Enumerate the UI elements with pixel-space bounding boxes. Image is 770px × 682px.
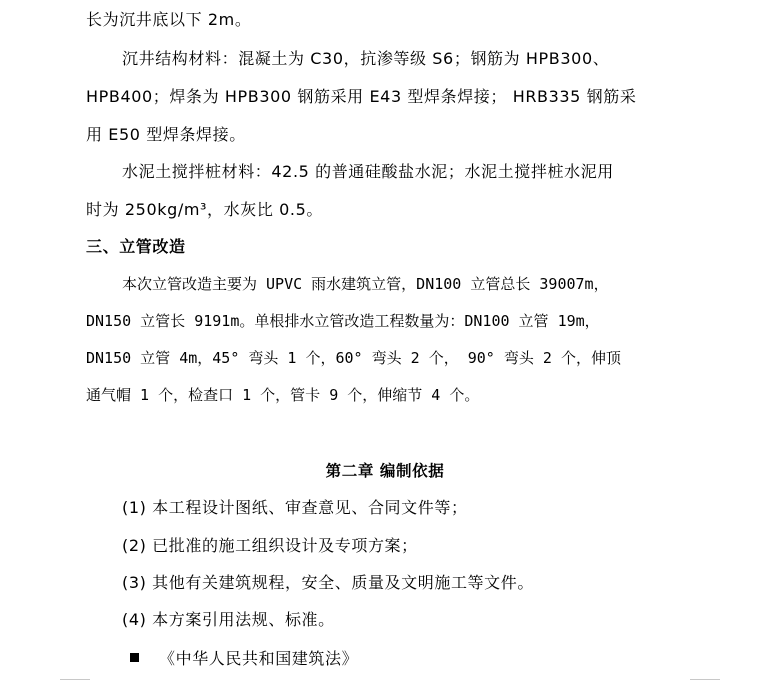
paragraph-line: HPB400；焊条为 HPB300 钢筋采用 E43 型焊条焊接； HRB335 钢筋采 (86, 87, 637, 106)
chapter-title: 第二章 编制依据 (325, 462, 445, 480)
basis-item: (4) 本方案引用法规、标准。 (122, 610, 335, 629)
basis-item: (3) 其他有关建筑规程，安全、质量及文明施工等文件。 (122, 573, 534, 592)
paragraph-line: 长为沉井底以下 2m。 (86, 10, 252, 29)
basis-item: (2) 已批准的施工组织设计及专项方案； (122, 536, 418, 555)
square-bullet-icon (130, 653, 139, 662)
paragraph-line: 用 E50 型焊条焊接。 (86, 125, 246, 144)
basis-item: (1) 本工程设计图纸、审查意见、合同文件等； (122, 498, 468, 517)
bullet-item-text: 《中华人民共和国建筑法》 (159, 649, 359, 668)
paragraph-line: 时为 250kg/m³，水灰比 0.5。 (86, 200, 323, 219)
paragraph-line: 水泥土搅拌桩材料：42.5 的普通硅酸盐水泥；水泥土搅拌桩水泥用 (122, 162, 614, 181)
section-heading: 三、立管改造 (86, 237, 186, 256)
paragraph-line: DN150 立管长 9191m。单根排水立管改造工程数量为：DN100 立管 19m， (86, 312, 600, 330)
page-margin-mark (60, 679, 90, 680)
page-margin-mark (690, 679, 720, 680)
paragraph-line: 本次立管改造主要为 UPVC 雨水建筑立管，DN100 立管总长 39007m， (122, 275, 609, 293)
paragraph-line: 通气帽 1 个，检查口 1 个，管卡 9 个，伸缩节 4 个。 (86, 386, 480, 404)
bullet-list-item (130, 647, 740, 671)
paragraph-line: 沉井结构材料：混凝土为 C30，抗渗等级 S6；钢筋为 HPB300、 (122, 49, 610, 68)
paragraph-line: DN150 立管 4m，45° 弯头 1 个，60° 弯头 2 个， 90° 弯头 2 个，伸顶 (86, 349, 621, 367)
